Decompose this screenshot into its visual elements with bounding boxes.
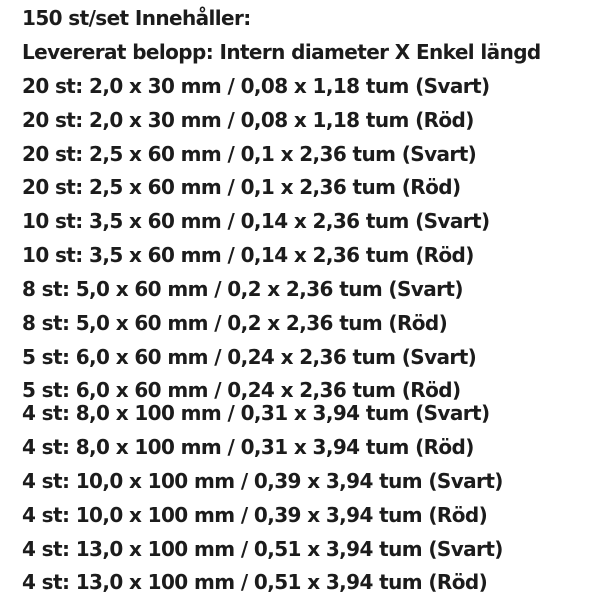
list-item: 5 st: 6,0 x 60 mm / 0,24 x 2,36 tum (Röd) (22, 378, 461, 402)
list-item: 20 st: 2,5 x 60 mm / 0,1 x 2,36 tum (Svart) (22, 142, 477, 166)
list-item: 4 st: 10,0 x 100 mm / 0,39 x 3,94 tum (Röd) (22, 503, 488, 527)
list-item: 4 st: 13,0 x 100 mm / 0,51 x 3,94 tum (Svart) (22, 537, 503, 561)
list-item: 20 st: 2,5 x 60 mm / 0,1 x 2,36 tum (Röd) (22, 175, 461, 199)
spec-header: Levererat belopp: Intern diameter X Enkel längd (22, 40, 541, 64)
set-title: 150 st/set Innehåller: (22, 6, 251, 30)
list-item: 8 st: 5,0 x 60 mm / 0,2 x 2,36 tum (Svart) (22, 277, 463, 301)
list-item: 10 st: 3,5 x 60 mm / 0,14 x 2,36 tum (Svart) (22, 209, 490, 233)
list-item: 8 st: 5,0 x 60 mm / 0,2 x 2,36 tum (Röd) (22, 311, 448, 335)
list-item: 5 st: 6,0 x 60 mm / 0,24 x 2,36 tum (Svart) (22, 345, 477, 369)
list-item: 20 st: 2,0 x 30 mm / 0,08 x 1,18 tum (Röd) (22, 108, 474, 132)
list-item: 20 st: 2,0 x 30 mm / 0,08 x 1,18 tum (Svart) (22, 74, 490, 98)
list-item: 4 st: 13,0 x 100 mm / 0,51 x 3,94 tum (Röd) (22, 570, 488, 594)
list-item: 4 st: 8,0 x 100 mm / 0,31 x 3,94 tum (Röd) (22, 435, 474, 459)
list-item: 4 st: 10,0 x 100 mm / 0,39 x 3,94 tum (Svart) (22, 469, 503, 493)
list-item: 10 st: 3,5 x 60 mm / 0,14 x 2,36 tum (Röd) (22, 243, 474, 267)
list-item: 4 st: 8,0 x 100 mm / 0,31 x 3,94 tum (Svart) (22, 401, 490, 425)
